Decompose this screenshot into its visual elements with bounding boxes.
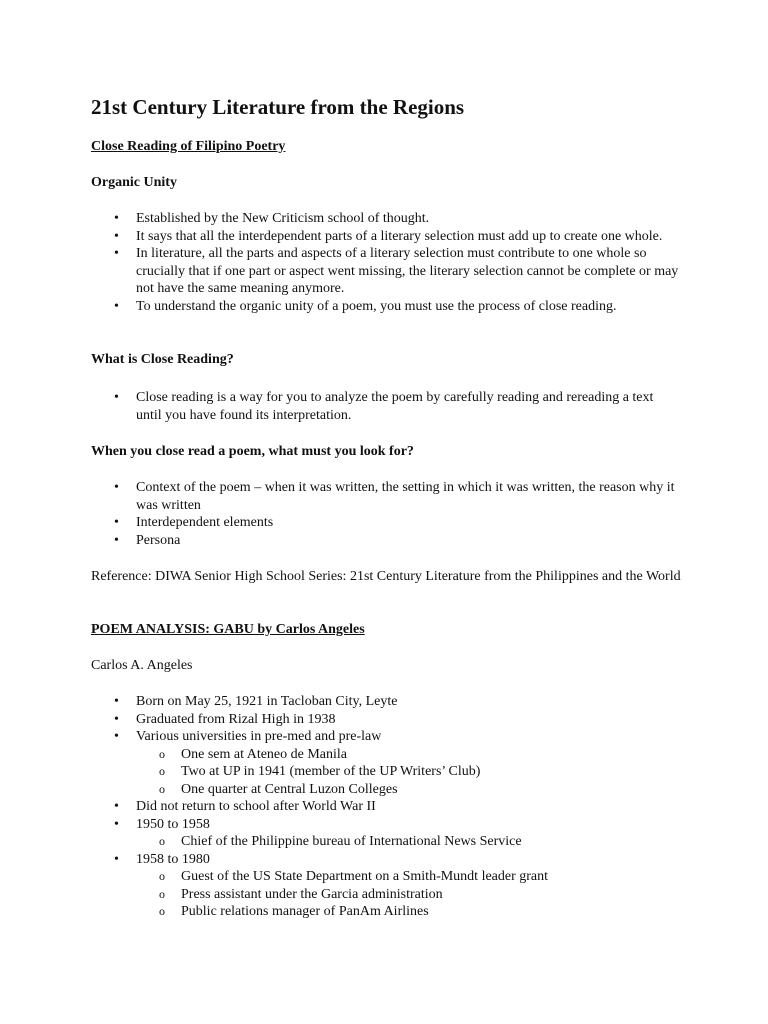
author-bio-list bbox=[91, 693, 681, 921]
poem-analysis-heading: POEM ANALYSIS: GABU by Carlos Angeles bbox=[91, 622, 365, 637]
sub-list-item: o Two at UP in 1941 (member of the UP Writers’ Club) bbox=[136, 763, 681, 781]
reference-text: Reference: DIWA Senior High School Series: 21st Century Literature from the Philippines and the World bbox=[91, 569, 681, 584]
list-item: • To understand the organic unity of a poem, you must use the process of close reading. bbox=[91, 298, 681, 316]
sub-list-item: o One sem at Ateneo de Manila bbox=[136, 746, 681, 764]
heading-what-to-look-for: When you close read a poem, what must you look for? bbox=[91, 444, 414, 459]
document-title: 21st Century Literature from the Regions bbox=[91, 95, 465, 119]
section-heading-close-reading: Close Reading of Filipino Poetry bbox=[91, 139, 286, 154]
list-item bbox=[91, 816, 681, 851]
organic-unity-list bbox=[91, 210, 681, 315]
list-item: • Graduated from Rizal High in 1938 bbox=[91, 711, 681, 729]
sub-list-item: o One quarter at Central Luzon Colleges bbox=[136, 781, 681, 799]
sub-list bbox=[136, 833, 681, 851]
sub-list-item: o Chief of the Philippine bureau of International News Service bbox=[136, 833, 681, 851]
list-item: • Interdependent elements bbox=[91, 514, 681, 532]
list-item bbox=[91, 851, 681, 921]
list-item-text: 1950 to 1958 bbox=[136, 816, 210, 832]
list-item-text: Various universities in pre-med and pre-law bbox=[136, 729, 382, 744]
list-item: • In literature, all the parts and aspects of a literary selection must contribute to one whole so crucially that if one part or aspect went missing, the literary selection cannot be complete or may not have the same meaning anymore. bbox=[91, 245, 681, 298]
sub-list-item: o Public relations manager of PanAm Airlines bbox=[136, 903, 681, 921]
sub-list bbox=[136, 868, 681, 921]
list-item: • Persona bbox=[91, 532, 681, 550]
close-reading-list bbox=[91, 389, 681, 424]
list-item: • Did not return to school after World War II bbox=[91, 798, 681, 816]
look-for-list bbox=[91, 479, 681, 549]
list-item: • It says that all the interdependent parts of a literary selection must add up to create one whole. bbox=[91, 228, 681, 246]
list-item: • Born on May 25, 1921 in Tacloban City, Leyte bbox=[91, 693, 681, 711]
sub-list bbox=[136, 746, 681, 799]
list-item-text: 1958 to 1980 bbox=[136, 851, 210, 867]
list-item: • Established by the New Criticism school of thought. bbox=[91, 210, 681, 228]
list-item bbox=[91, 728, 681, 798]
sub-list-item: o Guest of the US State Department on a Smith-Mundt leader grant bbox=[136, 868, 681, 886]
heading-organic-unity: Organic Unity bbox=[91, 175, 177, 190]
list-item: • Context of the poem – when it was written, the setting in which it was written, the reason why it was written bbox=[91, 479, 681, 514]
sub-list-item: o Press assistant under the Garcia administration bbox=[136, 886, 681, 904]
list-item: • Close reading is a way for you to analyze the poem by carefully reading and rereading a text until you have found its interpretation. bbox=[91, 389, 681, 424]
author-name: Carlos A. Angeles bbox=[91, 658, 193, 673]
heading-what-is-close-reading: What is Close Reading? bbox=[91, 352, 234, 367]
